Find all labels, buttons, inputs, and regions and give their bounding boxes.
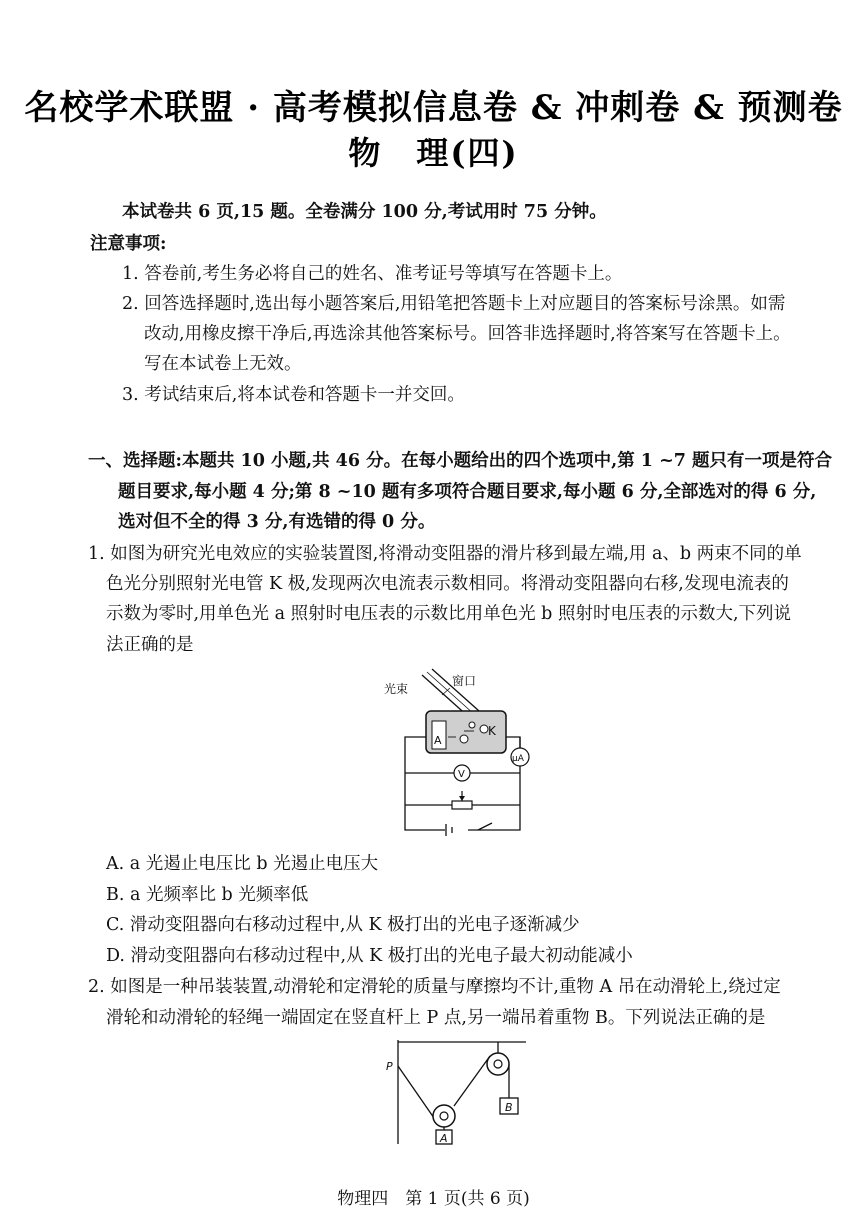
section-1-line-2: 题目要求,每小题 4 分;第 8 ~10 题有多项符合题目要求,每小题 6 分,全部选对的得 6 分, bbox=[118, 482, 817, 502]
q2-line-1: 2. 如图是一种吊装装置,动滑轮和定滑轮的质量与摩擦均不计,重物 A 吊在动滑轮上,绕过定 bbox=[88, 977, 781, 997]
exam-intro: 本试卷共 6 页,15 题。全卷满分 100 分,考试用时 75 分钟。 bbox=[122, 202, 607, 222]
note-2-line-3: 写在本试卷上无效。 bbox=[144, 354, 302, 374]
notes-heading: 注意事项: bbox=[90, 234, 167, 254]
q1-option-b: B. a 光频率比 b 光频率低 bbox=[106, 885, 309, 905]
electron-2 bbox=[460, 735, 468, 743]
weight-a-label: A bbox=[440, 1132, 448, 1145]
q1-option-a: A. a 光遏止电压比 b 光遏止电压大 bbox=[106, 854, 379, 874]
q1-line-2: 色光分别照射光电管 K 极,发现两次电流表示数相同。将滑动变阻器向右移,发现电流表的 bbox=[106, 574, 789, 594]
voltmeter-label: V bbox=[458, 769, 465, 780]
electron-3 bbox=[469, 722, 475, 728]
q1-option-d: D. 滑动变阻器向右移动过程中,从 K 极打出的光电子最大初动能减小 bbox=[106, 946, 633, 966]
anode-label: A bbox=[434, 734, 442, 747]
q2-line-2: 滑轮和动滑轮的轻绳一端固定在竖直杆上 P 点,另一端吊着重物 B。下列说法正确的是 bbox=[106, 1008, 766, 1028]
window-label: 窗口 bbox=[452, 674, 477, 688]
exam-title: 名校学术联盟 · 高考模拟信息卷 & 冲刺卷 & 预测卷 bbox=[24, 88, 843, 128]
pulley-figure bbox=[378, 1036, 538, 1148]
electron-1 bbox=[480, 725, 488, 733]
note-1: 1. 答卷前,考生务必将自己的姓名、准考证号等填写在答题卡上。 bbox=[122, 264, 623, 284]
cathode-label: K bbox=[488, 724, 496, 738]
note-2-line-1: 2. 回答选择题时,选出每小题答案后,用铅笔把答题卡上对应题目的答案标号涂黑。如需 bbox=[122, 294, 786, 314]
light-beam-label: 光束 bbox=[384, 682, 409, 696]
ammeter-label: μA bbox=[512, 754, 524, 764]
q1-line-4: 法正确的是 bbox=[106, 635, 194, 655]
page-footer: 物理四 第 1 页(共 6 页) bbox=[337, 1189, 530, 1209]
photoelectric-circuit-figure bbox=[380, 665, 540, 845]
q1-option-c: C. 滑动变阻器向右移动过程中,从 K 极打出的光电子逐渐减少 bbox=[106, 915, 580, 935]
q1-line-3: 示数为零时,用单色光 a 照射时电压表的示数比用单色光 b 照射时电压表的示数大,下列说 bbox=[106, 604, 792, 624]
q1-line-1: 1. 如图为研究光电效应的实验装置图,将滑动变阻器的滑片移到最左端,用 a、b 两束不同的单 bbox=[88, 544, 802, 564]
section-1-line-1: 一、选择题:本题共 10 小题,共 46 分。在每小题给出的四个选项中,第 1 ~7 题只有一项是符合 bbox=[88, 451, 833, 471]
note-3: 3. 考试结束后,将本试卷和答题卡一并交回。 bbox=[122, 385, 465, 405]
point-p-label: P bbox=[386, 1060, 393, 1073]
subject-title: 物 理(四) bbox=[348, 134, 519, 172]
section-1-line-3: 选对但不全的得 3 分,有选错的得 0 分。 bbox=[118, 512, 436, 532]
note-2-line-2: 改动,用橡皮擦干净后,再选涂其他答案标号。回答非选择题时,将答案写在答题卡上。 bbox=[144, 324, 791, 344]
rheostat-shape bbox=[452, 801, 472, 809]
pulley-frame bbox=[398, 1040, 526, 1144]
weight-b-label: B bbox=[505, 1101, 513, 1114]
